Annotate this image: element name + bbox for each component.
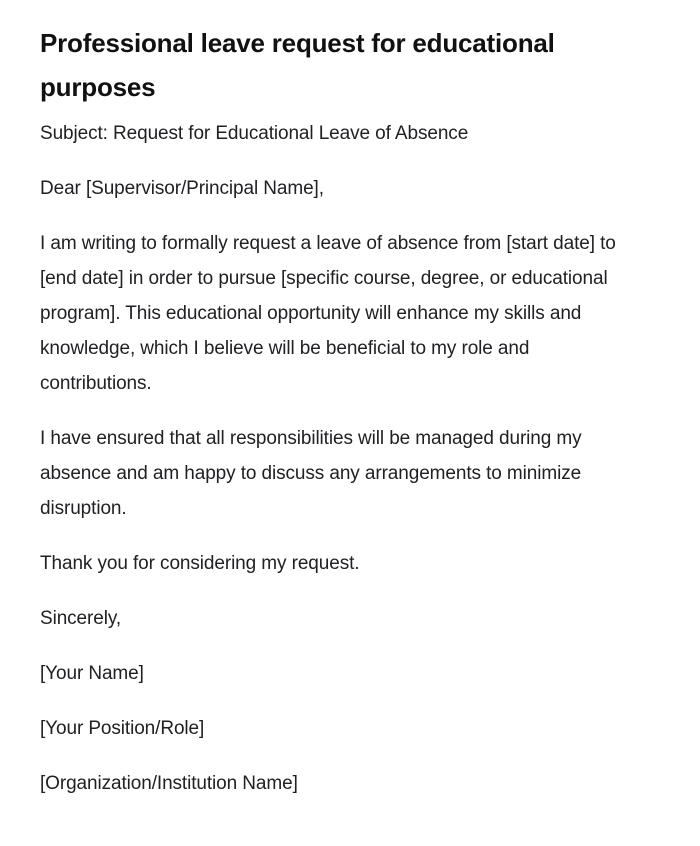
closing-thanks: Thank you for considering my request. <box>40 553 360 574</box>
sign-off: Sincerely, <box>40 608 122 629</box>
signature-name-placeholder: [Your Name] <box>40 663 144 684</box>
signature-organization-placeholder: [Organization/Institution Name] <box>40 773 298 794</box>
page-title: Professional leave request for educational purposes <box>40 28 555 102</box>
body-paragraph-2: I have ensured that all responsibilities will be managed during my absence and am happy to discuss any arrangements to minimize disruption. <box>40 428 582 519</box>
subject-line: Subject: Request for Educational Leave of Absence <box>40 123 469 144</box>
salutation: Dear [Supervisor/Principal Name], <box>40 178 324 199</box>
body-paragraph-1: I am writing to formally request a leave of absence from [start date] to [end date] in order to pursue [specific course, degree, or educational program]. This educational opportunity will enhance my skills and knowledge, which I believe will be beneficial to my role and contributions. <box>40 233 616 394</box>
signature-position-placeholder: [Your Position/Role] <box>40 718 205 739</box>
